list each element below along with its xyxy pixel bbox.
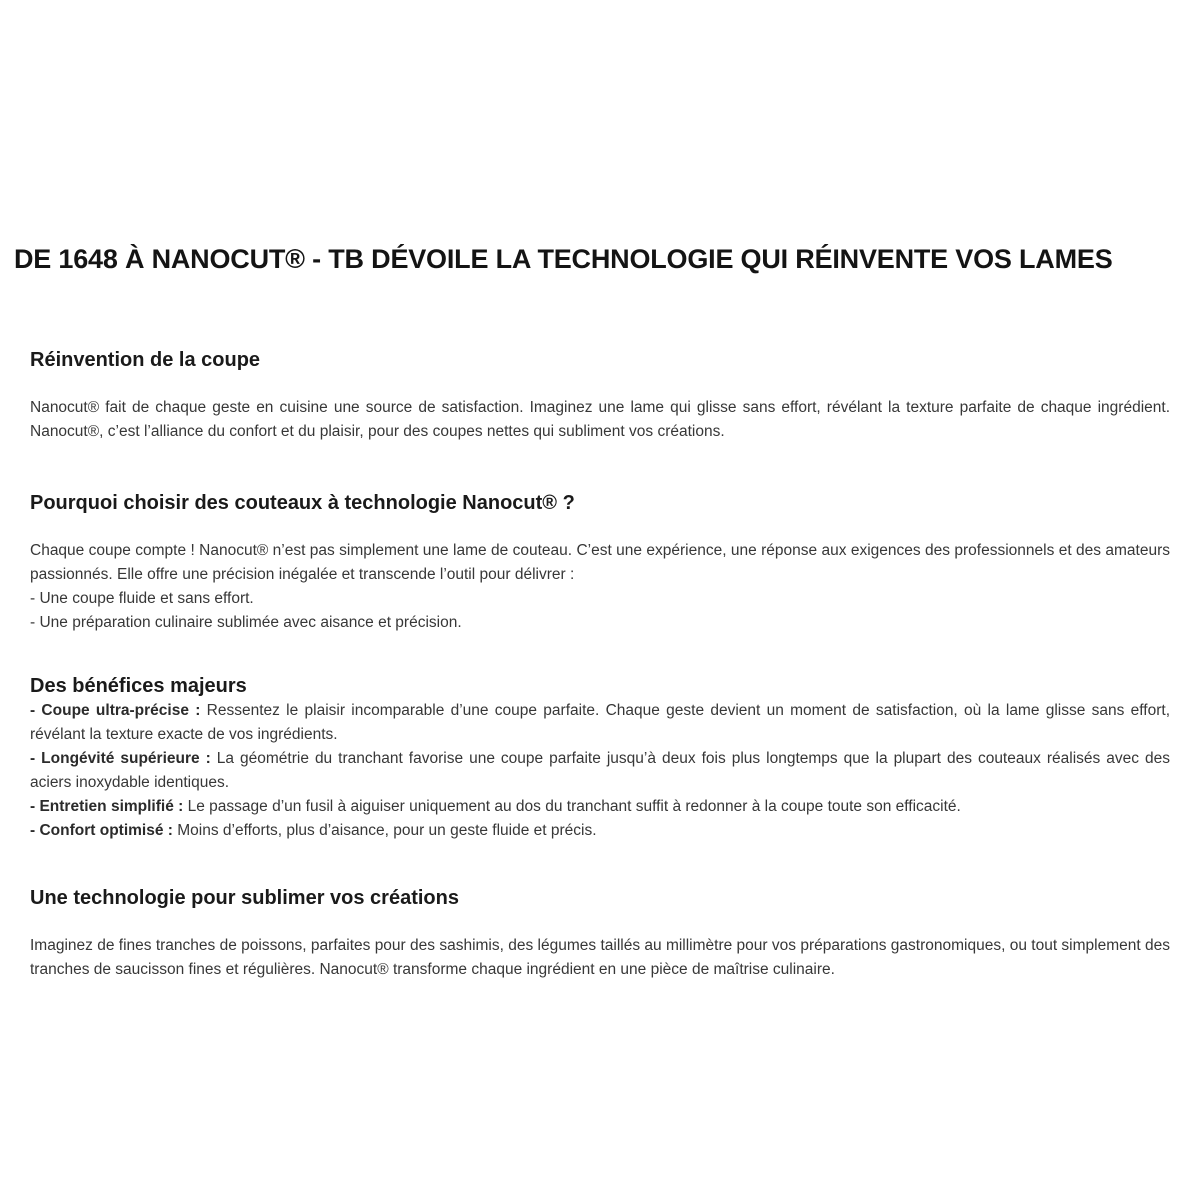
section-paragraph: Chaque coupe compte ! Nanocut® n’est pas simplement une lame de couteau. C’est une expérience, une réponse aux exigences des professionnels et des amateurs passionnés. Elle offre une précision inégalée et transcende l’outil pour délivrer : [30,541,1170,583]
section-paragraph: Imaginez de fines tranches de poissons, parfaites pour des sashimis, des légumes taillés au millimètre pour vos préparations gastronomiques, ou tout simplement des tranches de saucisson fines et régulières. Nanocut® transforme chaque ingrédient en une pièce de maîtrise culinaire. [30,936,1170,978]
section-heading-reinvention: Réinvention de la coupe [30,348,261,371]
section-heading-technologie: Une technologie pour sublimer vos créations [30,886,459,909]
benefit-text: Ressentez le plaisir incomparable d’une coupe parfaite. Chaque geste devient un moment de satisfaction, où la lame glisse sans effort, révélant la texture exacte de vos ingrédients. [30,701,1171,743]
benefit-item [30,795,1170,819]
benefit-item [30,747,1170,795]
benefit-text: Le passage d’un fusil à aiguiser uniquement au dos du tranchant suffit à redonner à la coupe toute son efficacité. [183,797,961,815]
benefit-text: La géométrie du tranchant favorise une coupe parfaite jusqu’à deux fois plus longtemps que la plupart des couteaux réalisés avec des aciers inoxydable identiques. [30,749,1170,791]
benefit-item [30,819,1170,843]
section-benefices [30,673,1170,843]
benefit-lead: - Longévité supérieure : [30,749,211,767]
section-technologie-sublimer [30,885,1170,982]
benefit-text: Moins d’efforts, plus d’aisance, pour un geste fluide et précis. [172,821,597,839]
page-title: DE 1648 À NANOCUT® - TB DÉVOILE LA TECHNOLOGIE QUI RÉINVENTE VOS LAMES [14,244,1113,274]
list-item: - Une coupe fluide et sans effort. [30,589,254,607]
section-heading-benefices: Des bénéfices majeurs [30,674,247,697]
benefit-lead: - Entretien simplifié : [30,797,184,815]
benefit-lead: - Coupe ultra-précise : [30,701,201,719]
section-reinvention [30,347,1170,444]
benefit-item [30,699,1170,747]
section-pourquoi-choisir [30,490,1170,635]
list-item: - Une préparation culinaire sublimée avec aisance et précision. [30,613,462,631]
benefit-lead: - Confort optimisé : [30,821,173,839]
section-heading-pourquoi: Pourquoi choisir des couteaux à technologie Nanocut® ? [30,491,575,514]
content-area [30,347,1170,982]
section-paragraph: Nanocut® fait de chaque geste en cuisine une source de satisfaction. Imaginez une lame qui glisse sans effort, révélant la texture parfaite de chaque ingrédient. Nanocut®, c’est l’alliance du confort et du plaisir, pour des coupes nettes qui subliment vos créations. [30,398,1170,440]
